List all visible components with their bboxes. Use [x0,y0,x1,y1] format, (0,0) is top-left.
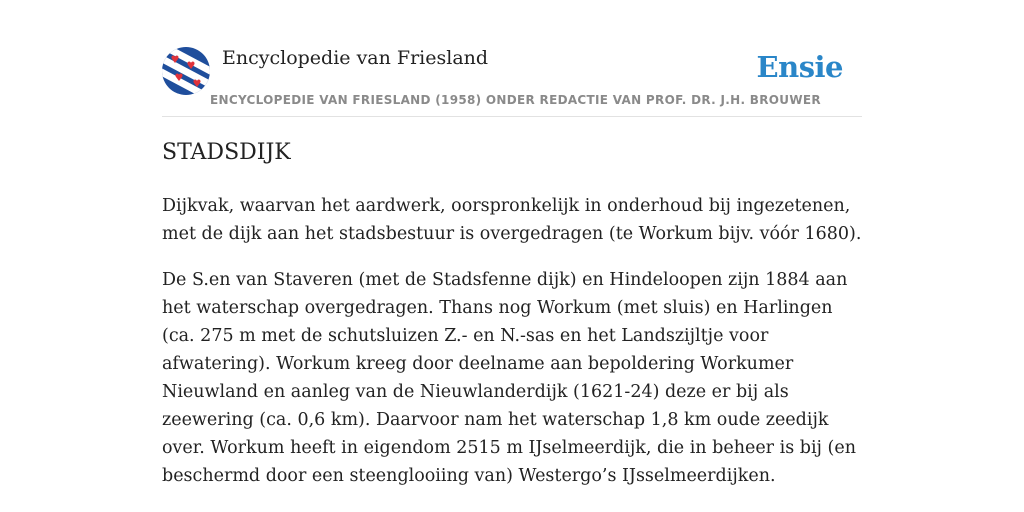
site-header [162,44,862,117]
entry-paragraph: De S.en van Staveren (met de Stadsfenne dijk) en Hindeloopen zijn 1884 aan het waterschap overgedragen. Thans nog Workum (met sluis) en Harlingen (ca. 275 m met de schutsluizen Z.- en N.-sas en het Landszijltje voor afwatering). Workum kreeg door deelname aan bepoldering Workumer Nieuwland en aanleg van de Nieuwlanderdijk (1621-24) deze er bij als zeewering (ca. 0,6 km). Daarvoor nam het waterschap 1,8 km oude zeedijk over. Workum heeft in eigendom 2515 m IJselmeerdijk, die in beheer is bij (en beschermd door een steenglooiing van) Westergo’s IJsselmeerdijken. [162,270,856,486]
entry-title: STADSDIJK [162,140,291,165]
site-title[interactable]: Encyclopedie van Friesland [222,47,489,69]
site-subtitle: ENCYCLOPEDIE VAN FRIESLAND (1958) ONDER REDACTIE VAN PROF. DR. J.H. BROUWER [210,93,821,107]
ensie-logo[interactable]: Ensie [756,50,843,84]
frisian-flag-icon[interactable] [162,47,210,95]
entry-paragraph: Dijkvak, waarvan het aardwerk, oorspronkelijk in onderhoud bij ingezetenen, met de dijk aan het stadsbestuur is overgedragen (te Workum bijv. vóór 1680). [162,196,862,244]
entry-content [162,192,862,508]
